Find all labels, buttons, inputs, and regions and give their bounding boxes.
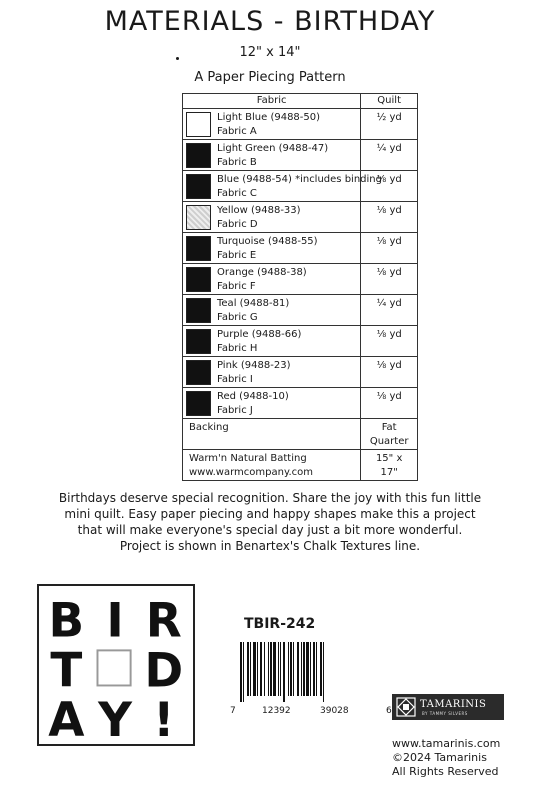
brand-tagline: BY TAMMY SILVERS xyxy=(422,711,468,716)
barcode-bar xyxy=(264,642,265,696)
fabric-label: Fabric E xyxy=(217,250,257,261)
rights-text: All Rights Reserved xyxy=(392,765,499,778)
batting-label: Warm'n Natural Batting www.warmcompany.com xyxy=(189,453,313,478)
table-row-batting xyxy=(183,450,418,481)
fabric-swatch xyxy=(186,360,211,385)
barcode-bar xyxy=(273,642,276,696)
barcode-bar xyxy=(313,642,315,696)
barcode-bar xyxy=(293,642,294,696)
description-line: Birthdays deserve special recognition. Share the joy with this fun little xyxy=(58,491,482,505)
barcode-bar xyxy=(270,642,272,696)
table-row xyxy=(183,109,418,140)
table-row xyxy=(183,202,418,233)
barcode-digits-right: 39028 xyxy=(320,706,349,716)
barcode-digit-check: 6 xyxy=(386,706,392,716)
logo-letter: A xyxy=(48,694,85,744)
fabric-label: Fabric J xyxy=(217,405,253,416)
barcode-bar xyxy=(247,642,249,696)
logo-letter: I xyxy=(106,594,124,649)
fabric-label: Fabric F xyxy=(217,281,256,292)
table-row xyxy=(183,357,418,388)
barcode-bar xyxy=(288,642,289,696)
fabric-name: Yellow (9488-33) xyxy=(217,205,301,216)
logo-letter: D xyxy=(144,644,184,699)
fabric-label: Fabric C xyxy=(217,188,257,199)
fabric-qty: ⅛ yd xyxy=(376,267,402,278)
fabric-label: Fabric D xyxy=(217,219,258,230)
fabric-qty: ¼ yd xyxy=(376,298,402,309)
pattern-subtitle: A Paper Piecing Pattern xyxy=(194,70,346,85)
barcode-bar xyxy=(323,642,324,702)
quilt-dimensions: 12" x 14" xyxy=(239,45,301,60)
fabric-qty: ½ yd xyxy=(376,112,402,123)
barcode-bar xyxy=(316,642,317,696)
table-row xyxy=(183,326,418,357)
table-row xyxy=(183,233,418,264)
cake-placeholder-icon xyxy=(97,650,130,685)
fabric-label: Fabric B xyxy=(217,157,257,168)
barcode-bar xyxy=(240,642,242,702)
table-row xyxy=(183,295,418,326)
logo-letter: B xyxy=(48,594,85,649)
fabric-qty: ⅛ yd xyxy=(376,236,402,247)
fabric-name: Purple (9488-66) xyxy=(217,329,302,340)
barcode-bar xyxy=(268,642,269,696)
barcode-bar xyxy=(253,642,256,696)
batting-qty: 15" x 17" xyxy=(375,453,403,478)
fabric-qty: ⅛ yd xyxy=(376,329,402,340)
fabric-label: Fabric A xyxy=(217,126,257,137)
fabric-label: Fabric H xyxy=(217,343,258,354)
barcode-bar xyxy=(243,642,244,702)
table-row-backing xyxy=(183,419,418,450)
fabric-name: Light Blue (9488-50) xyxy=(217,112,321,123)
materials-table xyxy=(182,93,418,481)
logo-letter: T xyxy=(50,644,83,699)
fabric-qty: ¼ yd xyxy=(376,143,402,154)
birthday-letters-graphic xyxy=(39,586,193,744)
page-title: MATERIALS - BIRTHDAY xyxy=(104,6,436,37)
contact-info xyxy=(392,737,500,779)
logo-letter: R xyxy=(145,594,182,649)
fabric-name: Red (9488-10) xyxy=(217,391,289,402)
logo-letter: ! xyxy=(153,694,175,744)
fabric-name: Teal (9488-81) xyxy=(217,298,290,309)
fabric-swatch xyxy=(186,174,211,199)
product-sku: TBIR-242 xyxy=(244,616,316,632)
table-row xyxy=(183,140,418,171)
backing-label: Backing xyxy=(189,422,229,433)
barcode-bar xyxy=(260,642,262,696)
fabric-qty: ⅛ yd xyxy=(376,360,402,371)
fabric-qty: ⅛ yd xyxy=(376,174,402,185)
fabric-swatch xyxy=(186,112,211,137)
table-header-row xyxy=(183,94,418,109)
table-row xyxy=(183,171,418,202)
tamarinis-logo xyxy=(392,694,504,720)
barcode-bar xyxy=(320,642,322,696)
fabric-name: Blue (9488-54) *includes binding xyxy=(217,174,382,185)
fabric-name: Light Green (9488-47) xyxy=(217,143,329,154)
birthday-quilt-logo xyxy=(37,584,195,746)
fabric-swatch xyxy=(186,143,211,168)
barcode-bar xyxy=(250,642,251,696)
barcode-bar xyxy=(310,642,311,696)
fabric-label: Fabric G xyxy=(217,312,258,323)
backing-qty: Fat Quarter xyxy=(369,422,409,447)
description-line: mini quilt. Easy paper piecing and happy shapes make this a project xyxy=(64,507,476,521)
description-line: Project is shown in Benartex's Chalk Textures line. xyxy=(119,539,421,553)
fabric-swatch xyxy=(186,298,211,323)
copyright-text: ©2024 Tamarinis xyxy=(392,751,487,764)
barcode-bar xyxy=(303,642,305,696)
quilt-block-icon xyxy=(396,697,416,717)
website-link[interactable]: www.tamarinis.com xyxy=(392,737,501,750)
barcode-bar xyxy=(297,642,299,696)
fabric-swatch xyxy=(186,205,211,230)
logo-letter: Y xyxy=(98,694,132,744)
barcode-digits-left: 12392 xyxy=(262,706,291,716)
table-row xyxy=(183,264,418,295)
fabric-name: Pink (9488-23) xyxy=(217,360,291,371)
table-row xyxy=(183,388,418,419)
barcode-bar xyxy=(301,642,302,696)
barcode-bar xyxy=(280,642,281,696)
barcode-bar xyxy=(257,642,258,696)
barcode-bar xyxy=(283,642,285,702)
fabric-swatch xyxy=(186,267,211,292)
column-header-quilt: Quilt xyxy=(361,94,418,109)
fabric-swatch xyxy=(186,391,211,416)
barcode-digit-prefix: 7 xyxy=(230,706,236,716)
pattern-description xyxy=(20,490,520,554)
upc-barcode xyxy=(238,642,382,702)
barcode-bar xyxy=(278,642,279,696)
description-line: that will make everyone's special day just a bit more wonderful. xyxy=(77,523,463,537)
fabric-qty: ⅛ yd xyxy=(376,205,402,216)
barcode-bar xyxy=(306,642,309,696)
fabric-label: Fabric I xyxy=(217,374,253,385)
column-header-fabric: Fabric xyxy=(183,94,361,109)
brand-name: TAMARINIS xyxy=(420,699,487,710)
fabric-swatch xyxy=(186,329,211,354)
fabric-qty: ⅛ yd xyxy=(376,391,402,402)
fabric-name: Turquoise (9488-55) xyxy=(217,236,318,247)
fabric-name: Orange (9488-38) xyxy=(217,267,307,278)
fabric-swatch xyxy=(186,236,211,261)
barcode-bar xyxy=(290,642,292,696)
